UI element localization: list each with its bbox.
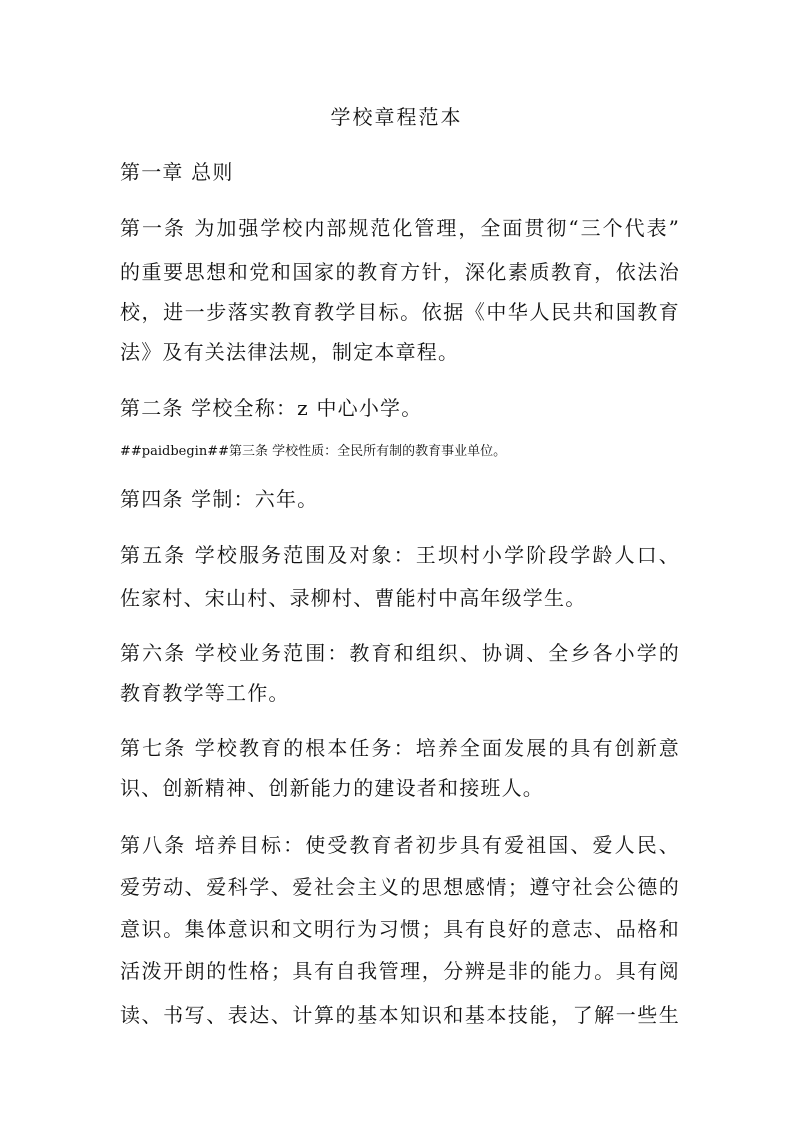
document-title: 学校章程范本 bbox=[330, 105, 463, 129]
article-8-line-2: 爱劳动、爱科学、爱社会主义的思想感情；遵守社会公德的 bbox=[120, 875, 680, 899]
article-8-line-3: 意识。集体意识和文明行为习惯；具有良好的意志、品格和 bbox=[120, 917, 680, 941]
article-6-line-2: 教育教学等工作。 bbox=[120, 681, 290, 705]
article-5-line-1: 第五条 学校服务范围及对象：王坝村小学阶段学龄人口、 bbox=[120, 543, 680, 567]
article-1-line-4: 法》及有关法律法规，制定本章程。 bbox=[120, 340, 460, 364]
article-8-line-1: 第八条 培养目标：使受教育者初步具有爱祖国、爱人民、 bbox=[120, 833, 680, 857]
article-5-line-2: 佐家村、宋山村、录柳村、曹能村中高年级学生。 bbox=[120, 586, 587, 610]
article-1-line-3: 校，进一步落实教育教学目标。依据《中华人民共和国教育 bbox=[120, 300, 680, 324]
article-1-line-2: 的重要思想和党和国家的教育方针，深化素质教育，依法治 bbox=[120, 260, 680, 284]
article-8-line-4: 活泼开朗的性格；具有自我管理，分辨是非的能力。具有阅 bbox=[120, 959, 680, 983]
article-3: ##paidbegin##第三条 学校性质：全民所有制的教育事业单位。 bbox=[120, 444, 507, 459]
article-2: 第二条 学校全称：z 中心小学。 bbox=[120, 396, 423, 420]
article-7-line-2: 识、创新精神、创新能力的建设者和接班人。 bbox=[120, 776, 544, 800]
article-8-line-5: 读、书写、表达、计算的基本知识和基本技能，了解一些生 bbox=[120, 1003, 680, 1027]
article-4: 第四条 学制：六年。 bbox=[120, 487, 319, 511]
article-6-line-1: 第六条 学校业务范围：教育和组织、协调、全乡各小学的 bbox=[120, 641, 680, 665]
article-7-line-1: 第七条 学校教育的根本任务：培养全面发展的具有创新意 bbox=[120, 736, 680, 760]
article-1-line-1: 第一条 为加强学校内部规范化管理，全面贯彻“三个代表” bbox=[120, 216, 680, 240]
chapter-heading: 第一章 总则 bbox=[120, 160, 234, 184]
